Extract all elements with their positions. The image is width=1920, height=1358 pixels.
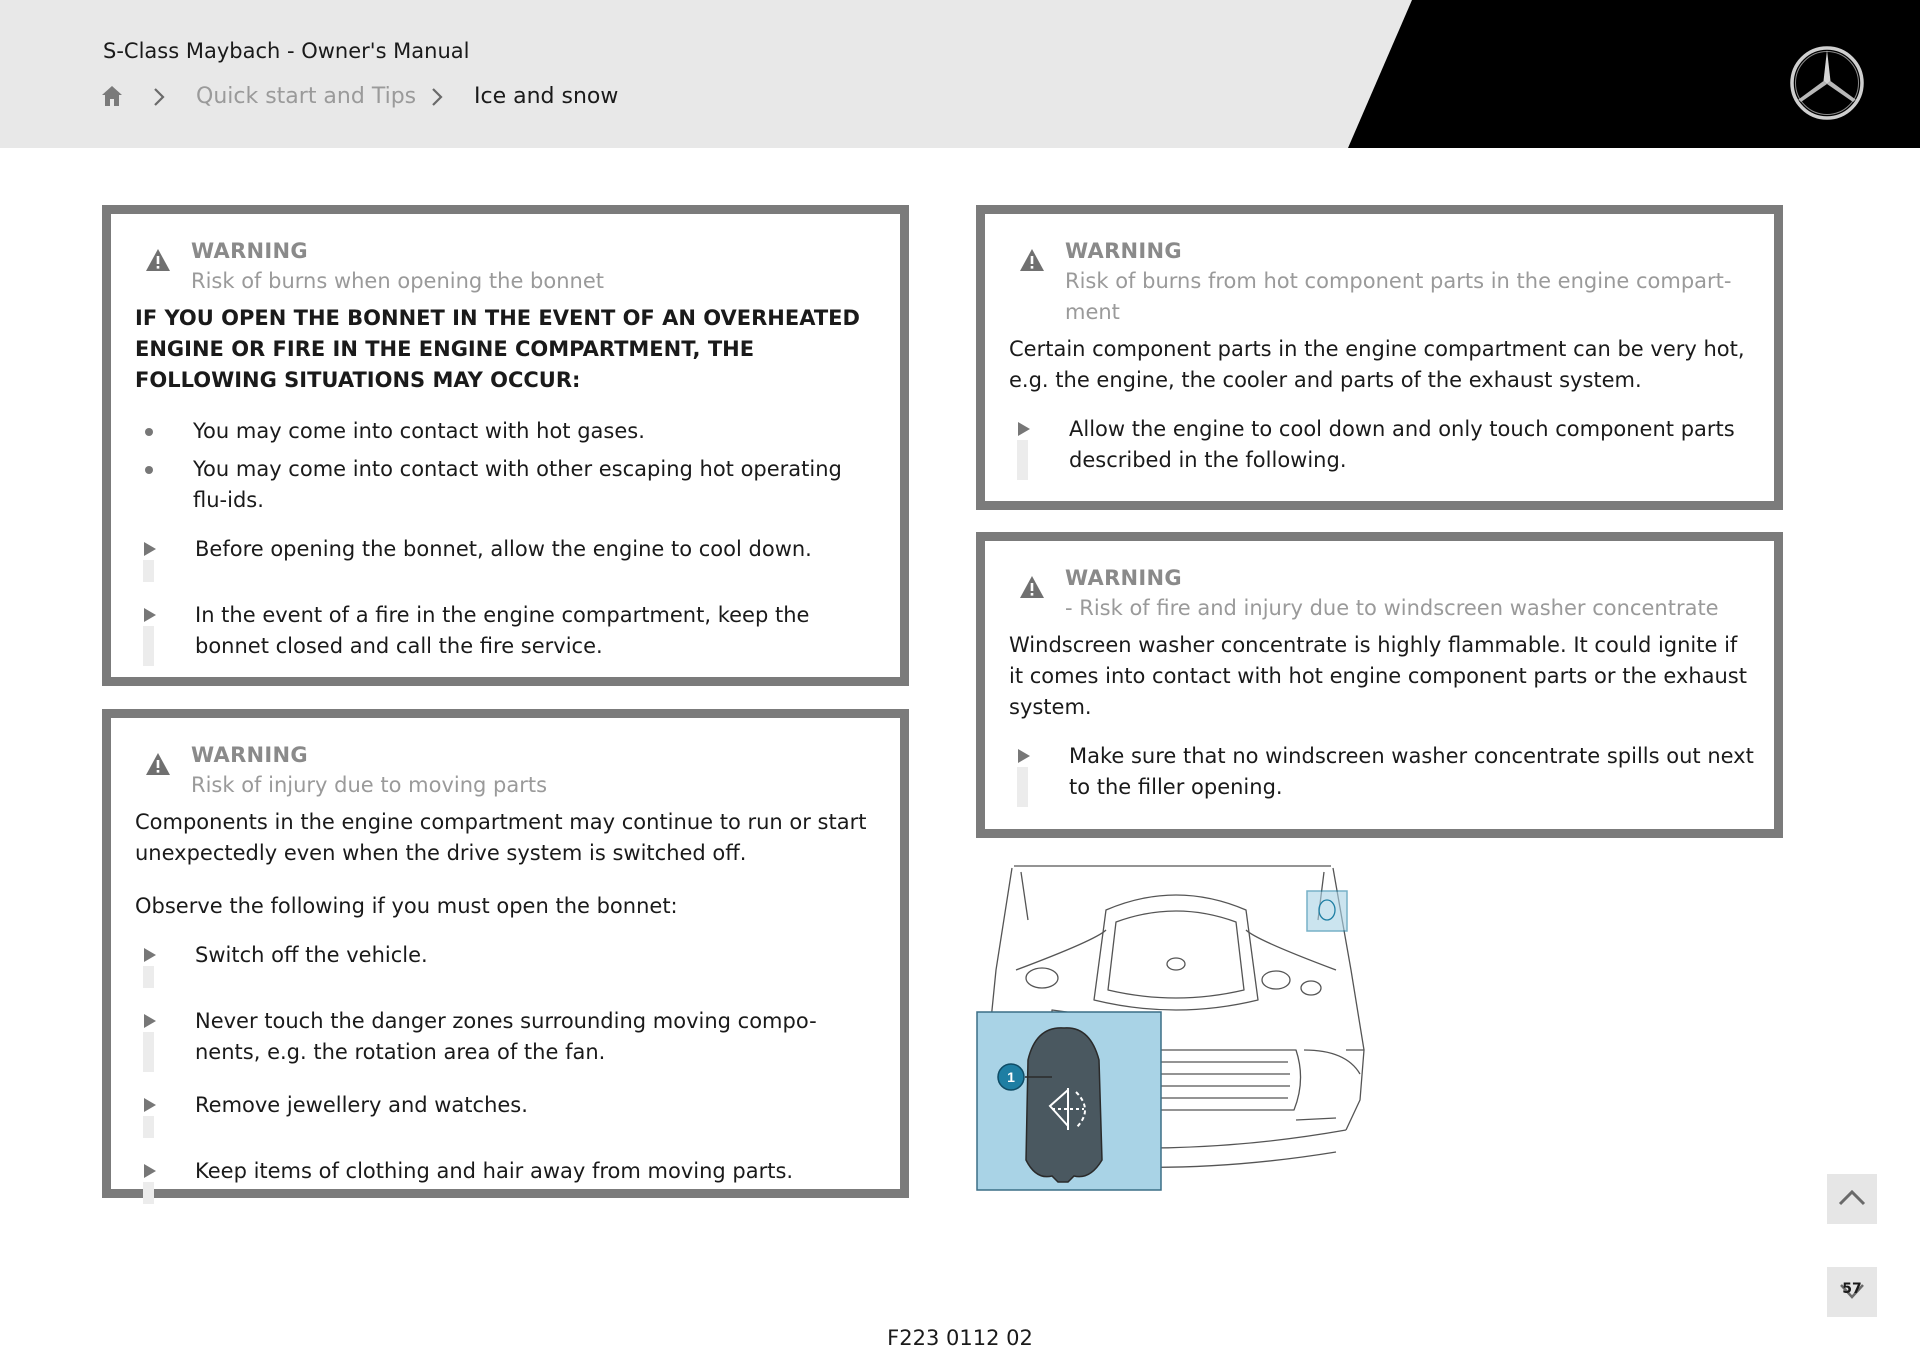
chevron-right-icon <box>152 85 166 118</box>
chevron-up-icon <box>1827 1174 1877 1224</box>
warning-caps-text: IF YOU OPEN THE BONNET IN THE EVENT OF AN OVERHEATED ENGINE OR FIRE IN THE ENGINE COMPARTMENT, THE FOLLOWING SITUATIONS MAY OCCUR: <box>135 306 860 392</box>
callout-number: 1 <box>1007 1069 1015 1085</box>
instruction-step: Allow the engine to cool down and only touch component parts described in the following. <box>1009 414 1754 476</box>
header-black-band <box>0 0 1920 148</box>
warning-triangle-icon <box>1019 248 1047 274</box>
warning-subtitle: Risk of injury due to moving parts <box>191 773 548 797</box>
figure-code: F223 0112 02 <box>887 1326 1033 1350</box>
warning-subtitle: Risk of burns from hot component parts in the engine compart-ment <box>1065 269 1732 324</box>
bullet-list <box>135 416 880 516</box>
mercedes-star-logo <box>1788 44 1866 122</box>
page-number: 57 <box>1842 1281 1862 1297</box>
instruction-step: Keep items of clothing and hair away from moving parts. <box>135 1156 880 1200</box>
engine-compartment-illustration <box>976 860 1372 1192</box>
breadcrumb-quick-start[interactable]: Quick start and Tips <box>196 84 417 109</box>
page-header <box>0 0 1920 148</box>
home-icon[interactable] <box>100 84 124 117</box>
warning-box-hot-components <box>976 205 1783 510</box>
document-title: S-Class Maybach - Owner's Manual <box>103 39 470 63</box>
instruction-step: In the event of a fire in the engine compartment, keep the bonnet closed and call the fire service. <box>135 600 880 662</box>
warning-box-bonnet-burns <box>102 205 909 686</box>
warning-title: WARNING <box>1065 566 1182 590</box>
warning-subtitle: - Risk of fire and injury due to windscreen washer concentrate <box>1065 596 1719 620</box>
list-item: You may come into contact with hot gases. <box>135 416 880 447</box>
warning-box-moving-parts <box>102 709 909 1198</box>
instruction-list <box>1009 741 1754 803</box>
warning-title: WARNING <box>1065 239 1182 263</box>
page-down-button[interactable] <box>1827 1267 1877 1317</box>
warning-box-washer-concentrate <box>976 532 1783 838</box>
instruction-step: Before opening the bonnet, allow the engine to cool down. <box>135 534 880 578</box>
warning-paragraph: Observe the following if you must open the bonnet: <box>135 894 678 918</box>
washer-cap-detail <box>1026 1028 1102 1182</box>
breadcrumb-current: Ice and snow <box>474 84 619 109</box>
list-item: You may come into contact with other escaping hot operating flu-ids. <box>135 454 880 516</box>
scroll-up-button[interactable] <box>1827 1174 1877 1224</box>
warning-paragraph: Components in the engine compartment may continue to run or start unexpectedly even when the drive system is switched off. <box>135 810 867 865</box>
instruction-step: Make sure that no windscreen washer concentrate spills out next to the filler opening. <box>1009 741 1754 803</box>
instruction-list <box>135 940 880 1200</box>
warning-triangle-icon <box>145 752 173 778</box>
warning-title: WARNING <box>191 743 308 767</box>
instruction-list <box>135 534 880 662</box>
warning-subtitle: Risk of burns when opening the bonnet <box>191 269 604 293</box>
instruction-list <box>1009 414 1754 476</box>
warning-paragraph: Windscreen washer concentrate is highly flammable. It could ignite if it comes into contact with hot engine component parts or the exhaust system. <box>1009 633 1747 719</box>
instruction-step: Remove jewellery and watches. <box>135 1090 880 1134</box>
warning-title: WARNING <box>191 239 308 263</box>
warning-triangle-icon <box>145 248 173 274</box>
instruction-step: Switch off the vehicle. <box>135 940 880 984</box>
instruction-step: Never touch the danger zones surrounding moving compo-nents, e.g. the rotation area of the fan. <box>135 1006 880 1068</box>
warning-triangle-icon <box>1019 575 1047 601</box>
warning-paragraph: Certain component parts in the engine compartment can be very hot, e.g. the engine, the cooler and parts of the exhaust system. <box>1009 337 1745 392</box>
chevron-right-icon <box>430 85 444 118</box>
